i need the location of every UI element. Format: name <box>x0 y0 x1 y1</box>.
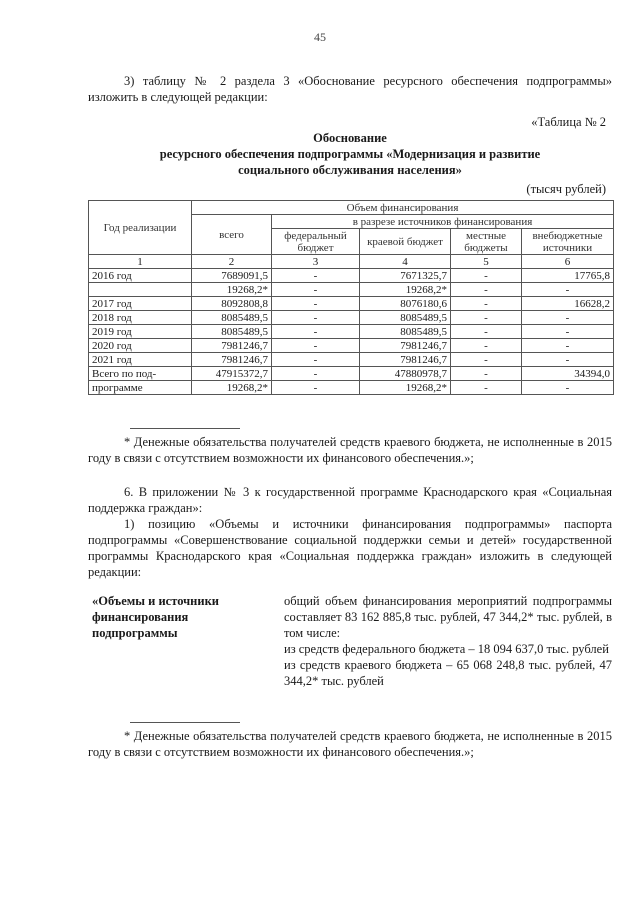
passport-value <box>284 593 612 689</box>
cell-local: - <box>451 339 522 353</box>
cell-year <box>89 283 192 297</box>
cell-federal: - <box>272 325 360 339</box>
header-total: всего <box>192 215 272 255</box>
footnote-divider <box>130 428 240 429</box>
cell-regional: 8085489,5 <box>360 311 451 325</box>
cell-year: 2016 год <box>89 269 192 283</box>
cell-local: - <box>451 381 522 395</box>
col-num: 6 <box>522 255 614 269</box>
cell-year: 2018 год <box>89 311 192 325</box>
passport-federal: из средств федерального бюджета – 18 094 637,0 тыс. рублей <box>284 642 609 656</box>
cell-federal: - <box>272 269 360 283</box>
table-row <box>89 283 614 297</box>
heading-line-2: ресурсного обеспечения подпрограммы «Модернизация и развитие <box>159 147 541 161</box>
footnote-1: * Денежные обязательства получателей средств краевого бюджета, не исполненные в 2015 году в связи с отсутствием возможности их финансового обеспечения.»; <box>88 435 612 465</box>
cell-offbudget: 34394,0 <box>522 367 614 381</box>
col-num: 1 <box>89 255 192 269</box>
intro-paragraph: 3) таблицу № 2 раздела 3 «Обоснование ресурсного обеспечения подпрограммы» изложить в следующей редакции: <box>88 74 612 104</box>
cell-local: - <box>451 353 522 367</box>
header-regional: краевой бюджет <box>360 229 451 255</box>
cell-regional: 8085489,5 <box>360 325 451 339</box>
cell-regional: 8076180,6 <box>360 297 451 311</box>
col-num: 4 <box>360 255 451 269</box>
header-offbudget: внебюджетные источники <box>522 229 614 255</box>
cell-total: 8092808,8 <box>192 297 272 311</box>
heading-line-1: Обоснование <box>313 131 387 145</box>
item-1-paragraph: 1) позицию «Объемы и источники финансирования подпрограммы» паспорта подпрограммы «Совершенствование социальной поддержки семьи и детей» государственной программы Краснодарского края «Социальная поддержка граждан» изложить в следующей редакции: <box>88 517 612 579</box>
table-row-total <box>89 381 614 395</box>
cell-total: 7981246,7 <box>192 353 272 367</box>
table-row <box>89 339 614 353</box>
heading-line-3: социального обслуживания населения» <box>238 163 462 177</box>
passport-total: общий объем финансирования мероприятий подпрограммы составляет 83 162 885,8 тыс. рублей, 47 344,2* тыс. рублей, в том числе: <box>284 594 612 640</box>
footnote-2: * Денежные обязательства получателей средств краевого бюджета, не исполненные в 2015 году в связи с отсутствием возможности их финансового обеспечения.»; <box>88 729 612 759</box>
cell-total: 8085489,5 <box>192 311 272 325</box>
table-label: «Таблица № 2 <box>531 115 606 129</box>
cell-local: - <box>451 311 522 325</box>
cell-local: - <box>451 283 522 297</box>
item-6-paragraph: 6. В приложении № 3 к государственной программе Краснодарского края «Социальная поддержка граждан»: <box>88 485 612 515</box>
table-row <box>89 269 614 283</box>
table-row <box>89 353 614 367</box>
cell-federal: - <box>272 283 360 297</box>
cell-offbudget: - <box>522 353 614 367</box>
cell-total: 19268,2* <box>192 381 272 395</box>
header-local: местные бюджеты <box>451 229 522 255</box>
cell-total: 47915372,7 <box>192 367 272 381</box>
table-row <box>89 325 614 339</box>
table-row-total <box>89 367 614 381</box>
cell-regional: 7981246,7 <box>360 353 451 367</box>
unit-label: (тысяч рублей) <box>526 182 606 196</box>
cell-total: 8085489,5 <box>192 325 272 339</box>
table-row <box>89 311 614 325</box>
header-volume: Объем финансирования <box>192 201 614 215</box>
header-breakdown: в разрезе источников финансирования <box>272 215 614 229</box>
col-num: 2 <box>192 255 272 269</box>
cell-federal: - <box>272 367 360 381</box>
passport-label: «Объемы и источники финансирования подпрограммы <box>92 594 219 640</box>
cell-local: - <box>451 325 522 339</box>
cell-offbudget: - <box>522 325 614 339</box>
cell-regional: 7671325,7 <box>360 269 451 283</box>
cell-offbudget: - <box>522 283 614 297</box>
cell-total: 7689091,5 <box>192 269 272 283</box>
cell-regional: 7981246,7 <box>360 339 451 353</box>
page-number: 45 <box>314 30 326 44</box>
cell-regional: 19268,2* <box>360 283 451 297</box>
cell-offbudget: 16628,2 <box>522 297 614 311</box>
cell-total: 19268,2* <box>192 283 272 297</box>
cell-federal: - <box>272 297 360 311</box>
cell-offbudget: 17765,8 <box>522 269 614 283</box>
cell-year: 2021 год <box>89 353 192 367</box>
col-num: 3 <box>272 255 360 269</box>
cell-offbudget: - <box>522 381 614 395</box>
cell-year: 2017 год <box>89 297 192 311</box>
cell-local: - <box>451 297 522 311</box>
footnote-divider <box>130 722 240 723</box>
table-row <box>89 297 614 311</box>
cell-federal: - <box>272 353 360 367</box>
passport-regional: из средств краевого бюджета – 65 068 248,8 тыс. рублей, 47 344,2* тыс. рублей <box>284 658 612 688</box>
cell-federal: - <box>272 381 360 395</box>
cell-total-label: Всего по под- <box>89 367 192 381</box>
col-num: 5 <box>451 255 522 269</box>
cell-offbudget: - <box>522 339 614 353</box>
cell-regional: 47880978,7 <box>360 367 451 381</box>
cell-local: - <box>451 367 522 381</box>
cell-federal: - <box>272 311 360 325</box>
cell-regional: 19268,2* <box>360 381 451 395</box>
header-federal: федеральный бюджет <box>272 229 360 255</box>
cell-local: - <box>451 269 522 283</box>
cell-offbudget: - <box>522 311 614 325</box>
cell-year: 2020 год <box>89 339 192 353</box>
financing-table <box>88 200 614 395</box>
cell-federal: - <box>272 339 360 353</box>
cell-year: 2019 год <box>89 325 192 339</box>
header-year: Год реализации <box>89 201 192 255</box>
cell-total: 7981246,7 <box>192 339 272 353</box>
cell-total-label: программе <box>89 381 192 395</box>
